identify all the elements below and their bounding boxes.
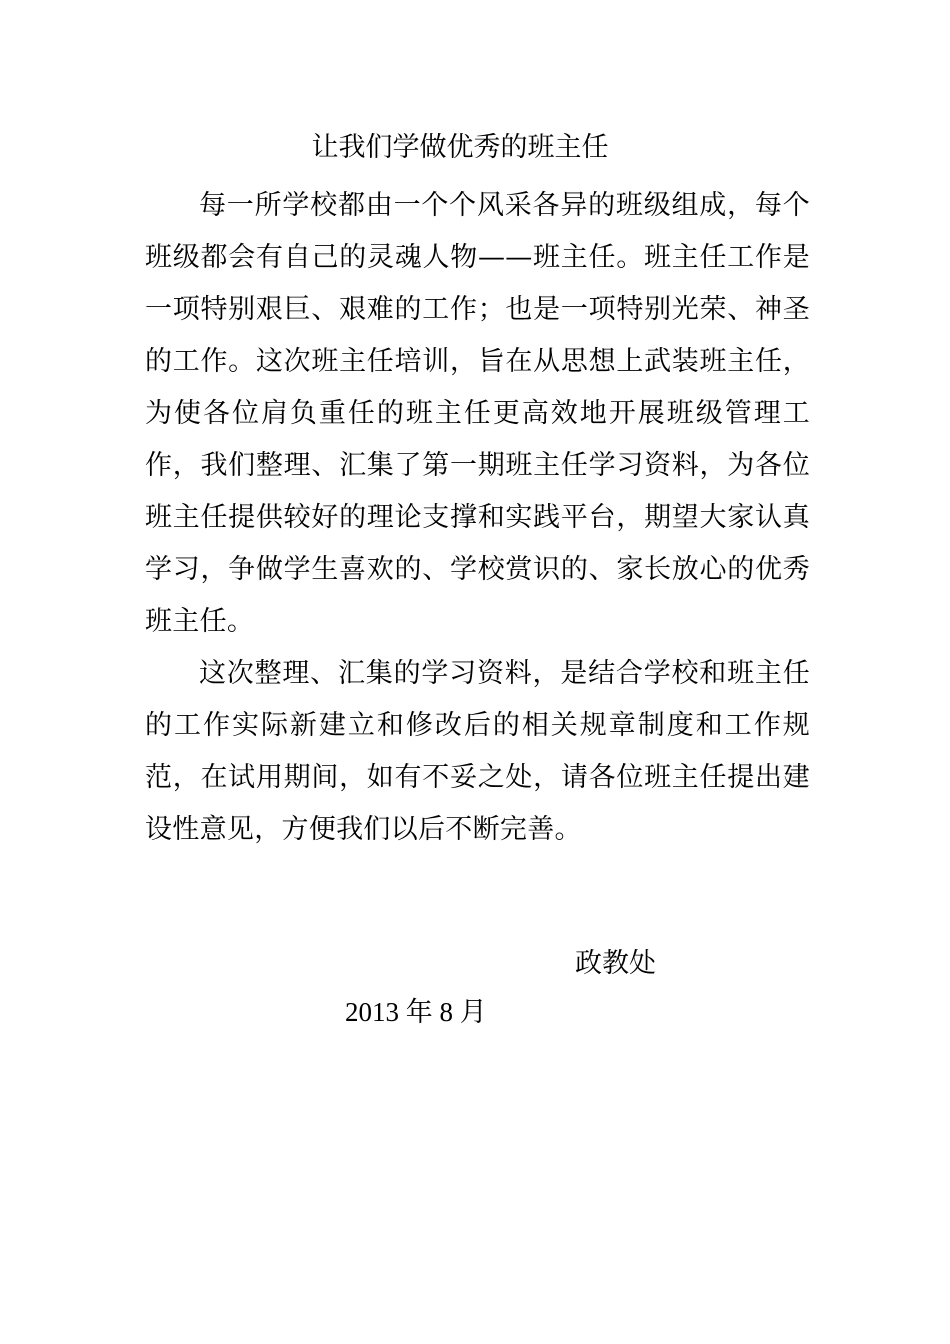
document-body: [145, 180, 810, 856]
document-date: 2013 年 8 月: [345, 997, 487, 1027]
document-title: 让我们学做优秀的班主任: [311, 132, 609, 163]
signature-department: 政教处: [575, 948, 656, 979]
paragraph-2: 这次整理、汇集的学习资料，是结合学校和班主任的工作实际新建立和修改后的相关规章制度和工作规范，在试用期间，如有不妥之处，请各位班主任提出建设性意见，方便我们以后不断完善。: [145, 658, 810, 845]
paragraph-1: 每一所学校都由一个个风采各异的班级组成，每个班级都会有自己的灵魂人物——班主任。班主任工作是一项特别艰巨、艰难的工作；也是一项特别光荣、神圣的工作。这次班主任培训，旨在从思想上武装班主任，为使各位肩负重任的班主任更高效地开展班级管理工作，我们整理、汇集了第一期班主任学习资料，为各位班主任提供较好的理论支撑和实践平台，期望大家认真学习，争做学生喜欢的、学校赏识的、家长放心的优秀班主任。: [145, 190, 810, 637]
